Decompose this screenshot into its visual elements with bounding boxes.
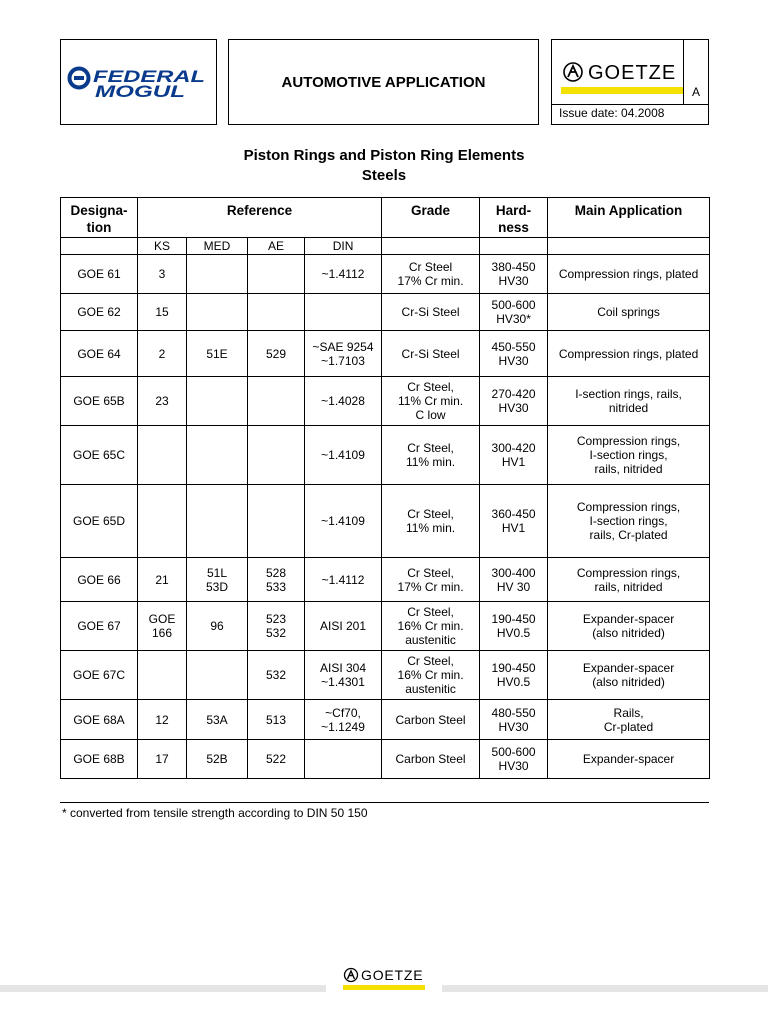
cell-ks: 15 [138,294,187,331]
table-subheader-row [61,238,710,255]
cell-ks: 23 [138,377,187,426]
cell-hardness: 300-420 HV1 [480,426,548,485]
footer-goetze-logo [342,964,426,992]
cell-din: ~1.4112 [305,255,382,294]
table-body [61,255,710,779]
cell-ae: 532 [248,651,305,700]
cell-application: Compression rings, plated [548,255,710,294]
title-line-1: Piston Rings and Piston Ring Elements [243,147,525,164]
cell-application: Compression rings, I-section rings, rails, Cr-plated [548,485,710,558]
cell-application: Expander-spacer [548,740,710,779]
cell-designation: GOE 65B [61,377,138,426]
page-title [0,146,768,186]
header-designation: Designa- tion [61,198,138,238]
federal-mogul-logo-box [60,39,217,125]
cell-din: ~SAE 9254 ~1.7103 [305,331,382,377]
cell-ks: 17 [138,740,187,779]
cell-hardness: 190-450 HV0.5 [480,602,548,651]
footnote: * converted from tensile strength according to DIN 50 150 [62,806,368,820]
application-box [228,39,539,125]
cell-ks: 21 [138,558,187,602]
cell-hardness: 270-420 HV30 [480,377,548,426]
issue-divider [552,104,708,105]
cell-ae: 522 [248,740,305,779]
subheader-med: MED [187,238,248,255]
cell-grade: Cr Steel 17% Cr min. [382,255,480,294]
cell-application: Coil springs [548,294,710,331]
cell-designation: GOE 64 [61,331,138,377]
logo-text-mogul: MOGUL [95,82,185,101]
subheader-ae: AE [248,238,305,255]
cell-application: Compression rings, plated [548,331,710,377]
goetze-wordmark: GOETZE [588,62,677,84]
cell-med: 52B [187,740,248,779]
cell-med: 51E [187,331,248,377]
header-grade: Grade [382,198,480,238]
cell-hardness: 380-450 HV30 [480,255,548,294]
table-row [61,294,710,331]
cell-hardness: 480-550 HV30 [480,700,548,740]
cell-designation: GOE 68A [61,700,138,740]
table-row [61,700,710,740]
cell-med [187,485,248,558]
cell-hardness: 360-450 HV1 [480,485,548,558]
cell-ae: 523 532 [248,602,305,651]
cell-grade: Cr-Si Steel [382,294,480,331]
cell-designation: GOE 65C [61,426,138,485]
header-reference: Reference [138,198,382,238]
header-main-application: Main Application [548,198,710,238]
cell-din: ~1.4028 [305,377,382,426]
cell-grade: Cr Steel, 16% Cr min. austenitic [382,651,480,700]
cell-designation: GOE 68B [61,740,138,779]
revision-divider [683,40,684,105]
cell-ae: 529 [248,331,305,377]
footer-yellow-bar [343,985,425,990]
cell-din: AISI 304 ~1.4301 [305,651,382,700]
cell-med [187,377,248,426]
cell-grade: Cr Steel, 16% Cr min. austenitic [382,602,480,651]
cell-ae: 528 533 [248,558,305,602]
logo-text-federal: FEDERAL [93,67,205,86]
cell-med: 96 [187,602,248,651]
table-row [61,377,710,426]
table-row [61,426,710,485]
cell-din: AISI 201 [305,602,382,651]
table-row [61,602,710,651]
cell-ks: 12 [138,700,187,740]
cell-ae [248,485,305,558]
footer-goetze-wordmark: GOETZE [361,967,424,983]
cell-ae [248,377,305,426]
header-hardness: Hard- ness [480,198,548,238]
cell-med [187,294,248,331]
cell-designation: GOE 62 [61,294,138,331]
footnote-rule [60,802,709,803]
cell-med: 51L 53D [187,558,248,602]
cell-din: ~1.4109 [305,426,382,485]
cell-med: 53A [187,700,248,740]
cell-grade: Cr Steel, 17% Cr min. [382,558,480,602]
cell-application: Compression rings, rails, nitrided [548,558,710,602]
cell-grade: Cr Steel, 11% min. [382,485,480,558]
cell-grade: Carbon Steel [382,740,480,779]
cell-din: ~Cf70, ~1.1249 [305,700,382,740]
cell-din: ~1.4109 [305,485,382,558]
cell-ae [248,255,305,294]
goetze-yellow-bar [561,87,683,94]
cell-ae [248,294,305,331]
cell-hardness: 300-400 HV 30 [480,558,548,602]
footer-bar-right [442,985,768,992]
table-row [61,255,710,294]
cell-hardness: 190-450 HV0.5 [480,651,548,700]
issue-date: Issue date: 04.2008 [559,106,665,120]
cell-designation: GOE 67C [61,651,138,700]
table-row [61,740,710,779]
cell-med [187,255,248,294]
cell-ks: 3 [138,255,187,294]
cell-ks: 2 [138,331,187,377]
cell-ks [138,426,187,485]
cell-ae: 513 [248,700,305,740]
footer-goetze-emblem-icon [345,969,358,982]
cell-hardness: 450-550 HV30 [480,331,548,377]
cell-grade: Cr-Si Steel [382,331,480,377]
table-header-row [61,198,710,238]
cell-ks: GOE 166 [138,602,187,651]
application-title: AUTOMOTIVE APPLICATION [281,73,486,91]
cell-grade: Carbon Steel [382,700,480,740]
cell-application: Rails, Cr-plated [548,700,710,740]
goetze-emblem-icon [564,63,582,81]
table-row [61,651,710,700]
cell-designation: GOE 66 [61,558,138,602]
cell-designation: GOE 67 [61,602,138,651]
cell-ks [138,651,187,700]
cell-med [187,426,248,485]
cell-grade: Cr Steel, 11% min. [382,426,480,485]
subheader-din: DIN [305,238,382,255]
cell-application: Compression rings, I-section rings, rails, nitrided [548,426,710,485]
footer-bar-left [0,985,326,992]
cell-application: Expander-spacer (also nitrided) [548,602,710,651]
cell-designation: GOE 65D [61,485,138,558]
cell-ae [248,426,305,485]
table-row [61,558,710,602]
goetze-logo [552,40,708,100]
table-row [61,331,710,377]
cell-hardness: 500-600 HV30 [480,740,548,779]
cell-ks [138,485,187,558]
federal-mogul-logo [61,40,216,124]
cell-grade: Cr Steel, 11% Cr min. C low [382,377,480,426]
cell-med [187,651,248,700]
cell-application: I-section rings, rails, nitrided [548,377,710,426]
cell-designation: GOE 61 [61,255,138,294]
cell-application: Expander-spacer (also nitrided) [548,651,710,700]
cell-din [305,740,382,779]
cell-din: ~1.4112 [305,558,382,602]
subheader-ks: KS [138,238,187,255]
cell-hardness: 500-600 HV30* [480,294,548,331]
cell-din [305,294,382,331]
title-line-2: Steels [361,167,407,184]
table-row [61,485,710,558]
steels-table [60,197,710,779]
revision-letter: A [692,85,701,99]
